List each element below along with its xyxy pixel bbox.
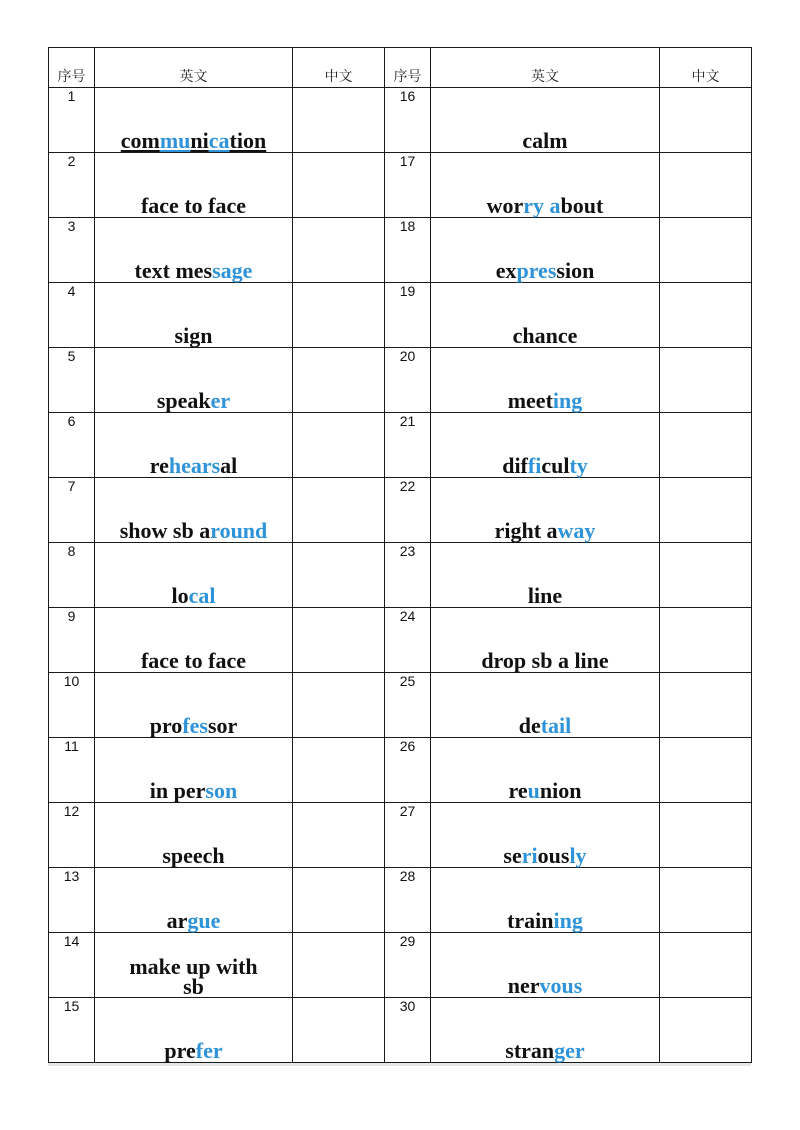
row-number-left: 5 xyxy=(49,348,95,413)
english-word-left xyxy=(95,933,293,998)
chinese-answer-cell-right[interactable] xyxy=(660,673,752,738)
row-number-right: 24 xyxy=(385,608,431,673)
table-row xyxy=(49,673,752,738)
english-word-left xyxy=(95,998,293,1063)
highlighted-syllable: ger xyxy=(554,1038,585,1063)
header-row xyxy=(49,48,752,88)
word-segment: lo xyxy=(171,583,189,608)
highlighted-syllable: fer xyxy=(195,1038,223,1063)
table-row xyxy=(49,413,752,478)
chinese-answer-cell-left[interactable] xyxy=(293,673,385,738)
english-word-right xyxy=(431,88,660,153)
chinese-answer-cell-left[interactable] xyxy=(293,543,385,608)
chinese-answer-cell-left[interactable] xyxy=(293,283,385,348)
word-segment: chance xyxy=(512,323,578,348)
word-segment: meet xyxy=(507,388,553,413)
vocabulary-table xyxy=(48,47,752,1063)
chinese-answer-cell-right[interactable] xyxy=(660,543,752,608)
word-segment: pro xyxy=(149,713,183,738)
english-word-left xyxy=(95,413,293,478)
highlighted-syllable: hears xyxy=(168,453,221,478)
highlighted-syllable: vous xyxy=(539,973,583,998)
word-segment: speech xyxy=(162,843,225,868)
highlighted-syllable: mu xyxy=(159,128,191,153)
word-segment: drop sb a line xyxy=(481,648,609,673)
chinese-answer-cell-left[interactable] xyxy=(293,348,385,413)
word-segment: train xyxy=(507,908,554,933)
english-word-right xyxy=(431,348,660,413)
row-number-left: 1 xyxy=(49,88,95,153)
row-number-left: 2 xyxy=(49,153,95,218)
row-number-right: 21 xyxy=(385,413,431,478)
chinese-answer-cell-left[interactable] xyxy=(293,88,385,153)
english-word-right xyxy=(431,738,660,803)
english-word-right xyxy=(431,933,660,998)
highlighted-syllable: sage xyxy=(212,258,253,283)
english-word-left xyxy=(95,803,293,868)
highlighted-syllable: round xyxy=(210,518,268,543)
chinese-answer-cell-right[interactable] xyxy=(660,608,752,673)
english-word-left xyxy=(95,88,293,153)
word-segment: ar xyxy=(166,908,188,933)
word-segment: se xyxy=(503,843,522,868)
word-segment: ous xyxy=(537,843,570,868)
highlighted-syllable: ry a xyxy=(523,193,561,218)
row-number-right: 25 xyxy=(385,673,431,738)
word-segment: de xyxy=(518,713,541,738)
highlighted-syllable: u xyxy=(527,778,540,803)
english-word-left xyxy=(95,673,293,738)
table-row xyxy=(49,738,752,803)
chinese-answer-cell-right[interactable] xyxy=(660,283,752,348)
row-number-right: 17 xyxy=(385,153,431,218)
row-number-left: 8 xyxy=(49,543,95,608)
chinese-answer-cell-right[interactable] xyxy=(660,478,752,543)
word-segment: sion xyxy=(556,258,595,283)
highlighted-syllable: way xyxy=(557,518,596,543)
table-row xyxy=(49,803,752,868)
word-segment: make up with sb xyxy=(129,954,258,999)
chinese-answer-cell-right[interactable] xyxy=(660,413,752,478)
english-word-right xyxy=(431,283,660,348)
chinese-answer-cell-left[interactable] xyxy=(293,413,385,478)
row-number-right: 29 xyxy=(385,933,431,998)
english-word-right xyxy=(431,608,660,673)
chinese-answer-cell-right[interactable] xyxy=(660,933,752,998)
english-word-right xyxy=(431,153,660,218)
table-row xyxy=(49,88,752,153)
row-number-left: 3 xyxy=(49,218,95,283)
word-segment: pre xyxy=(164,1038,196,1063)
row-number-right: 19 xyxy=(385,283,431,348)
word-segment: re xyxy=(508,778,528,803)
table-row xyxy=(49,348,752,413)
word-segment: ex xyxy=(495,258,517,283)
word-segment: face to face xyxy=(140,193,247,218)
highlighted-syllable: ly xyxy=(569,843,587,868)
chinese-answer-cell-right[interactable] xyxy=(660,348,752,413)
row-number-left: 11 xyxy=(49,738,95,803)
word-segment: in per xyxy=(149,778,206,803)
chinese-answer-cell-left[interactable] xyxy=(293,868,385,933)
chinese-answer-cell-left[interactable] xyxy=(293,478,385,543)
english-word-left xyxy=(95,153,293,218)
word-segment: ner xyxy=(507,973,540,998)
table-row xyxy=(49,153,752,218)
chinese-answer-cell-left[interactable] xyxy=(293,153,385,218)
row-number-left: 9 xyxy=(49,608,95,673)
word-segment: wor xyxy=(486,193,524,218)
word-segment: speak xyxy=(156,388,211,413)
row-number-left: 13 xyxy=(49,868,95,933)
highlighted-syllable: ri xyxy=(521,843,538,868)
english-word-left xyxy=(95,868,293,933)
row-number-right: 16 xyxy=(385,88,431,153)
table-row xyxy=(49,998,752,1063)
english-word-right xyxy=(431,478,660,543)
header-num-left: 序号 xyxy=(49,48,95,88)
row-number-right: 20 xyxy=(385,348,431,413)
row-number-right: 28 xyxy=(385,868,431,933)
row-number-left: 7 xyxy=(49,478,95,543)
highlighted-syllable: er xyxy=(210,388,231,413)
word-segment: stran xyxy=(505,1038,555,1063)
english-word-right xyxy=(431,413,660,478)
word-segment: com xyxy=(120,128,160,153)
english-word-right xyxy=(431,218,660,283)
highlighted-syllable: ing xyxy=(552,388,583,413)
highlighted-syllable: tail xyxy=(540,713,572,738)
english-word-left xyxy=(95,478,293,543)
table-row xyxy=(49,608,752,673)
highlighted-syllable: cal xyxy=(188,583,216,608)
word-segment: dif xyxy=(502,453,528,478)
header-english-left: 英文 xyxy=(95,48,293,88)
highlighted-syllable: son xyxy=(205,778,238,803)
word-segment: ni xyxy=(190,128,209,153)
row-number-right: 27 xyxy=(385,803,431,868)
row-number-right: 18 xyxy=(385,218,431,283)
word-segment: face to face xyxy=(140,648,247,673)
chinese-answer-cell-right[interactable] xyxy=(660,738,752,803)
row-number-left: 4 xyxy=(49,283,95,348)
word-segment: cul xyxy=(541,453,570,478)
table-row xyxy=(49,478,752,543)
chinese-answer-cell-left[interactable] xyxy=(293,738,385,803)
row-number-left: 6 xyxy=(49,413,95,478)
header-chinese-left: 中文 xyxy=(293,48,385,88)
english-word-right xyxy=(431,673,660,738)
chinese-answer-cell-right[interactable] xyxy=(660,998,752,1063)
word-segment: bout xyxy=(560,193,604,218)
english-word-left xyxy=(95,543,293,608)
chinese-answer-cell-right[interactable] xyxy=(660,803,752,868)
highlighted-syllable: ty xyxy=(569,453,588,478)
chinese-answer-cell-right[interactable] xyxy=(660,153,752,218)
english-word-right xyxy=(431,868,660,933)
word-segment: re xyxy=(149,453,169,478)
table-row xyxy=(49,283,752,348)
word-segment: tion xyxy=(229,128,267,153)
chinese-answer-cell-left[interactable] xyxy=(293,998,385,1063)
english-word-right xyxy=(431,803,660,868)
highlighted-syllable: ing xyxy=(553,908,583,933)
word-segment: calm xyxy=(522,128,568,153)
highlighted-syllable: pres xyxy=(516,258,557,283)
table-row xyxy=(49,933,752,998)
header-num-right: 序号 xyxy=(385,48,431,88)
highlighted-syllable: gue xyxy=(187,908,221,933)
row-number-right: 26 xyxy=(385,738,431,803)
english-word-left xyxy=(95,608,293,673)
chinese-answer-cell-left[interactable] xyxy=(293,933,385,998)
header-chinese-right: 中文 xyxy=(660,48,752,88)
word-segment: text mes xyxy=(134,258,213,283)
row-number-left: 10 xyxy=(49,673,95,738)
row-number-right: 30 xyxy=(385,998,431,1063)
row-number-left: 12 xyxy=(49,803,95,868)
english-word-left xyxy=(95,283,293,348)
row-number-right: 22 xyxy=(385,478,431,543)
chinese-answer-cell-right[interactable] xyxy=(660,218,752,283)
row-number-right: 23 xyxy=(385,543,431,608)
header-english-right: 英文 xyxy=(431,48,660,88)
chinese-answer-cell-left[interactable] xyxy=(293,803,385,868)
word-segment: sor xyxy=(207,713,238,738)
highlighted-syllable: fi xyxy=(527,453,542,478)
table-bottom-shadow xyxy=(48,1063,751,1066)
word-segment: sign xyxy=(174,323,213,348)
english-word-right xyxy=(431,998,660,1063)
highlighted-syllable: ca xyxy=(208,128,230,153)
word-segment: nion xyxy=(539,778,582,803)
english-word-left xyxy=(95,348,293,413)
table-row xyxy=(49,543,752,608)
english-word-left xyxy=(95,738,293,803)
chinese-answer-cell-left[interactable] xyxy=(293,608,385,673)
row-number-left: 14 xyxy=(49,933,95,998)
english-word-right xyxy=(431,543,660,608)
word-segment: show sb a xyxy=(119,518,211,543)
word-segment: right a xyxy=(494,518,558,543)
row-number-left: 15 xyxy=(49,998,95,1063)
english-word-left xyxy=(95,218,293,283)
chinese-answer-cell-right[interactable] xyxy=(660,88,752,153)
table-row xyxy=(49,868,752,933)
highlighted-syllable: fes xyxy=(182,713,208,738)
word-segment: line xyxy=(527,583,563,608)
table-row xyxy=(49,218,752,283)
word-segment: al xyxy=(220,453,238,478)
chinese-answer-cell-left[interactable] xyxy=(293,218,385,283)
chinese-answer-cell-right[interactable] xyxy=(660,868,752,933)
